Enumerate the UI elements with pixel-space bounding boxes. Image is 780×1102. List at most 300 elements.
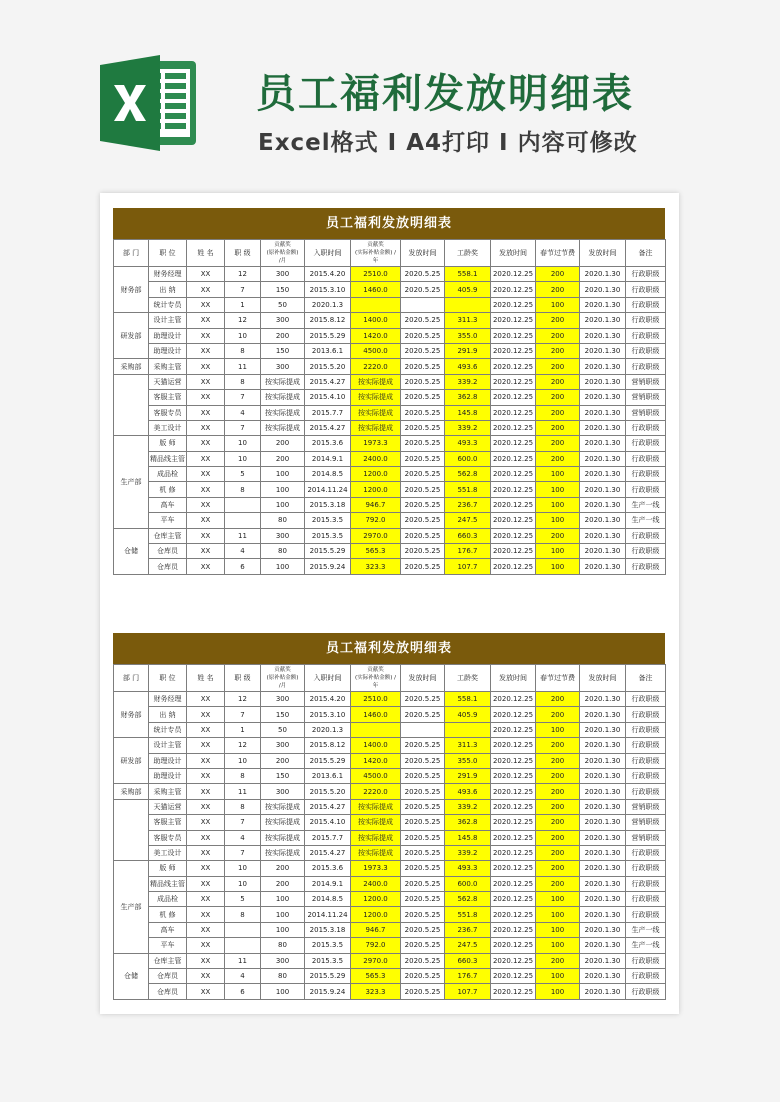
column-header: 发放时间 bbox=[401, 665, 445, 692]
table-row bbox=[114, 359, 666, 374]
table-cell: 2020.12.25 bbox=[491, 544, 536, 559]
table-cell: 11 bbox=[225, 359, 261, 374]
table-cell: 按实际提成 bbox=[261, 799, 305, 814]
table-cell: 100 bbox=[536, 544, 580, 559]
welfare-sheet bbox=[113, 208, 665, 575]
table-cell: 200 bbox=[261, 328, 305, 343]
table-cell: 2020.12.25 bbox=[491, 907, 536, 922]
table-cell: XX bbox=[187, 861, 225, 876]
table-cell: XX bbox=[187, 784, 225, 799]
department-cell bbox=[114, 799, 149, 861]
table-cell: 设计主管 bbox=[149, 738, 187, 753]
table-cell: XX bbox=[187, 451, 225, 466]
table-cell: 4 bbox=[225, 405, 261, 420]
table-cell: 行政职级 bbox=[626, 420, 666, 435]
table-cell: 600.0 bbox=[445, 451, 491, 466]
table-cell: 统计专员 bbox=[149, 722, 187, 737]
table-cell: 行政职级 bbox=[626, 267, 666, 282]
table-cell: 1 bbox=[225, 297, 261, 312]
table-row bbox=[114, 420, 666, 435]
table-cell: 2020.1.30 bbox=[580, 544, 626, 559]
table-cell: 助理设计 bbox=[149, 768, 187, 783]
table-cell: 2020.12.25 bbox=[491, 282, 536, 297]
table-cell: 2020.5.25 bbox=[401, 984, 445, 999]
table-cell: 493.6 bbox=[445, 359, 491, 374]
table-cell: 营销职级 bbox=[626, 374, 666, 389]
table-cell: 291.9 bbox=[445, 768, 491, 783]
table-row bbox=[114, 405, 666, 420]
table-cell: 1420.0 bbox=[351, 753, 401, 768]
table-cell: 200 bbox=[261, 861, 305, 876]
table-row bbox=[114, 544, 666, 559]
table-cell: 2020.1.30 bbox=[580, 722, 626, 737]
table-cell: 客服主管 bbox=[149, 815, 187, 830]
table-cell: 2020.12.25 bbox=[491, 313, 536, 328]
table-cell: 2015.5.29 bbox=[305, 544, 351, 559]
table-cell: 100 bbox=[536, 907, 580, 922]
table-cell: 设计主管 bbox=[149, 313, 187, 328]
table-cell: 营销职级 bbox=[626, 815, 666, 830]
table-cell: 2400.0 bbox=[351, 876, 401, 891]
department-cell: 采购部 bbox=[114, 784, 149, 799]
column-header: 部 门 bbox=[114, 240, 149, 267]
column-header: 备注 bbox=[626, 665, 666, 692]
table-cell: 2020.5.25 bbox=[401, 892, 445, 907]
table-cell: 4 bbox=[225, 544, 261, 559]
table-cell: 2020.1.30 bbox=[580, 374, 626, 389]
table-cell: 2020.1.30 bbox=[580, 497, 626, 512]
table-cell: 2020.12.25 bbox=[491, 297, 536, 312]
table-cell: 405.9 bbox=[445, 282, 491, 297]
table-cell: 2020.5.25 bbox=[401, 436, 445, 451]
table-cell: 339.2 bbox=[445, 799, 491, 814]
table-cell: 2020.12.25 bbox=[491, 692, 536, 707]
table-cell: 按实际提成 bbox=[351, 799, 401, 814]
table-cell: 100 bbox=[536, 482, 580, 497]
table-cell: 2020.1.30 bbox=[580, 343, 626, 358]
table-row bbox=[114, 328, 666, 343]
column-header: 春节过节费 bbox=[536, 240, 580, 267]
table-cell: 2015.3.5 bbox=[305, 513, 351, 528]
table-cell: 2020.5.25 bbox=[401, 845, 445, 860]
table-cell: 2220.0 bbox=[351, 784, 401, 799]
table-row bbox=[114, 753, 666, 768]
table-cell: 5 bbox=[225, 467, 261, 482]
table-cell: 2020.5.25 bbox=[401, 343, 445, 358]
table-cell: 2020.12.25 bbox=[491, 799, 536, 814]
table-cell bbox=[351, 297, 401, 312]
table-cell: 生产一线 bbox=[626, 497, 666, 512]
table-cell: 按实际提成 bbox=[261, 420, 305, 435]
table-cell: 2020.12.25 bbox=[491, 451, 536, 466]
table-cell: 2020.5.25 bbox=[401, 938, 445, 953]
table-cell: 200 bbox=[261, 451, 305, 466]
table-cell: 仓库主管 bbox=[149, 528, 187, 543]
table-cell: 200 bbox=[536, 359, 580, 374]
table-cell: 200 bbox=[536, 876, 580, 891]
department-cell: 采购部 bbox=[114, 359, 149, 374]
table-cell: XX bbox=[187, 753, 225, 768]
table-cell: XX bbox=[187, 467, 225, 482]
table-cell bbox=[225, 938, 261, 953]
table-cell: 成品检 bbox=[149, 467, 187, 482]
table-cell: 按实际提成 bbox=[261, 390, 305, 405]
table-cell: 100 bbox=[261, 482, 305, 497]
table-cell: 2015.3.18 bbox=[305, 922, 351, 937]
table-cell: 150 bbox=[261, 343, 305, 358]
table-cell: 200 bbox=[536, 861, 580, 876]
table-cell: 行政职级 bbox=[626, 451, 666, 466]
table-cell: 2015.3.10 bbox=[305, 282, 351, 297]
table-row bbox=[114, 497, 666, 512]
table-cell: 天猫运营 bbox=[149, 799, 187, 814]
table-cell: 2020.1.30 bbox=[580, 328, 626, 343]
table-cell: 200 bbox=[536, 799, 580, 814]
table-cell: 2020.12.25 bbox=[491, 784, 536, 799]
table-cell: 2970.0 bbox=[351, 528, 401, 543]
table-cell: 2020.12.25 bbox=[491, 922, 536, 937]
table-cell: 2020.12.25 bbox=[491, 707, 536, 722]
table-cell: 2020.1.30 bbox=[580, 282, 626, 297]
table-cell: 7 bbox=[225, 282, 261, 297]
table-cell: 2020.5.25 bbox=[401, 328, 445, 343]
table-header bbox=[114, 240, 666, 267]
table-cell: 行政职级 bbox=[626, 482, 666, 497]
table-cell: XX bbox=[187, 922, 225, 937]
table-cell: 7 bbox=[225, 390, 261, 405]
table-cell: 2020.5.25 bbox=[401, 861, 445, 876]
table-cell: 统计专员 bbox=[149, 297, 187, 312]
table-row bbox=[114, 436, 666, 451]
table-cell: 2014.8.5 bbox=[305, 467, 351, 482]
table-cell: 2020.5.25 bbox=[401, 907, 445, 922]
table-cell: 行政职级 bbox=[626, 722, 666, 737]
column-header: 工龄奖 bbox=[445, 240, 491, 267]
table-cell: 按实际提成 bbox=[351, 420, 401, 435]
table-cell: XX bbox=[187, 892, 225, 907]
table-row bbox=[114, 374, 666, 389]
table-cell: 营销职级 bbox=[626, 405, 666, 420]
table-cell: 2020.12.25 bbox=[491, 374, 536, 389]
table-cell: 2020.12.25 bbox=[491, 722, 536, 737]
table-cell: 300 bbox=[261, 528, 305, 543]
table-cell: 按实际提成 bbox=[351, 390, 401, 405]
table-cell: 2020.5.25 bbox=[401, 497, 445, 512]
table-row bbox=[114, 738, 666, 753]
table-row bbox=[114, 784, 666, 799]
table-cell: 助理设计 bbox=[149, 343, 187, 358]
table-cell: 792.0 bbox=[351, 938, 401, 953]
table-row bbox=[114, 922, 666, 937]
table-cell: 200 bbox=[536, 313, 580, 328]
table-cell: 2020.1.30 bbox=[580, 451, 626, 466]
table-cell: 2020.1.30 bbox=[580, 907, 626, 922]
table-cell: 300 bbox=[261, 313, 305, 328]
table-cell: 200 bbox=[536, 753, 580, 768]
column-header: 发放时间 bbox=[580, 240, 626, 267]
department-cell: 研发部 bbox=[114, 313, 149, 359]
table-cell: 客服专员 bbox=[149, 405, 187, 420]
table-cell: 2020.1.30 bbox=[580, 938, 626, 953]
table-cell: 8 bbox=[225, 768, 261, 783]
table-cell: 2220.0 bbox=[351, 359, 401, 374]
table-cell: 高车 bbox=[149, 922, 187, 937]
table-cell: 行政职级 bbox=[626, 297, 666, 312]
table-cell: 2020.12.25 bbox=[491, 738, 536, 753]
table-cell: 行政职级 bbox=[626, 738, 666, 753]
table-cell: 2020.5.25 bbox=[401, 482, 445, 497]
table-row bbox=[114, 845, 666, 860]
table-cell: 2020.12.25 bbox=[491, 359, 536, 374]
table-cell: 300 bbox=[261, 784, 305, 799]
table-cell: 1973.3 bbox=[351, 861, 401, 876]
table-cell bbox=[225, 497, 261, 512]
table-cell: 生产一线 bbox=[626, 922, 666, 937]
table-cell: 339.2 bbox=[445, 420, 491, 435]
table-cell: 8 bbox=[225, 799, 261, 814]
table-cell: 2020.5.25 bbox=[401, 405, 445, 420]
table-cell: 558.1 bbox=[445, 267, 491, 282]
table-cell: 生产一线 bbox=[626, 513, 666, 528]
table-cell: 100 bbox=[536, 467, 580, 482]
table-cell: 2020.12.25 bbox=[491, 984, 536, 999]
table-header bbox=[114, 665, 666, 692]
table-cell: 200 bbox=[536, 436, 580, 451]
table-cell: 2020.12.25 bbox=[491, 559, 536, 574]
table-cell: 助理设计 bbox=[149, 328, 187, 343]
table-cell: 采购主管 bbox=[149, 359, 187, 374]
table-cell: 2020.1.30 bbox=[580, 738, 626, 753]
table-cell: 8 bbox=[225, 482, 261, 497]
table-cell: 2020.1.30 bbox=[580, 313, 626, 328]
department-cell: 财务部 bbox=[114, 267, 149, 313]
table-cell: 行政职级 bbox=[626, 984, 666, 999]
table-row bbox=[114, 892, 666, 907]
table-cell: 1420.0 bbox=[351, 328, 401, 343]
table-cell: XX bbox=[187, 692, 225, 707]
table-cell: 仓库员 bbox=[149, 544, 187, 559]
table-cell: 493.6 bbox=[445, 784, 491, 799]
table-cell: 12 bbox=[225, 313, 261, 328]
table-cell: 300 bbox=[261, 267, 305, 282]
excel-icon bbox=[100, 55, 200, 151]
table-cell: 2020.5.25 bbox=[401, 313, 445, 328]
column-header: 姓 名 bbox=[187, 240, 225, 267]
column-header: 发放时间 bbox=[580, 665, 626, 692]
table-cell: 2020.12.25 bbox=[491, 938, 536, 953]
table-cell: 2015.8.12 bbox=[305, 738, 351, 753]
table-cell: 美工设计 bbox=[149, 420, 187, 435]
table-cell: 200 bbox=[536, 707, 580, 722]
table-cell: 2020.1.30 bbox=[580, 559, 626, 574]
table-cell: 行政职级 bbox=[626, 953, 666, 968]
table-cell: 2020.5.25 bbox=[401, 390, 445, 405]
page-title: 员工福利发放明细表 bbox=[256, 71, 634, 117]
table-cell: XX bbox=[187, 343, 225, 358]
table-row bbox=[114, 768, 666, 783]
table-row bbox=[114, 390, 666, 405]
table-cell: 生产一线 bbox=[626, 938, 666, 953]
table-cell: 仓库员 bbox=[149, 984, 187, 999]
table-cell: 按实际提成 bbox=[351, 374, 401, 389]
table-cell: 80 bbox=[261, 513, 305, 528]
table-cell: 11 bbox=[225, 784, 261, 799]
table-row bbox=[114, 876, 666, 891]
table-cell: 2020.1.30 bbox=[580, 467, 626, 482]
table-cell: 2020.1.30 bbox=[580, 768, 626, 783]
table-cell: 2020.1.30 bbox=[580, 390, 626, 405]
table-cell: 美工设计 bbox=[149, 845, 187, 860]
table-cell: 行政职级 bbox=[626, 876, 666, 891]
table-cell: 行政职级 bbox=[626, 861, 666, 876]
table-row bbox=[114, 722, 666, 737]
table-cell: 10 bbox=[225, 753, 261, 768]
table-cell: 2015.8.12 bbox=[305, 313, 351, 328]
table-row bbox=[114, 692, 666, 707]
table-row bbox=[114, 984, 666, 999]
table-cell: 11 bbox=[225, 953, 261, 968]
table-cell: 2020.1.30 bbox=[580, 753, 626, 768]
table-cell: 80 bbox=[261, 938, 305, 953]
department-cell: 仓储 bbox=[114, 953, 149, 999]
table-cell: 2020.12.25 bbox=[491, 513, 536, 528]
table-cell: 2015.7.7 bbox=[305, 830, 351, 845]
table-cell: 339.2 bbox=[445, 845, 491, 860]
table-cell: 1 bbox=[225, 722, 261, 737]
table-cell: 145.8 bbox=[445, 830, 491, 845]
table-cell: 100 bbox=[261, 497, 305, 512]
table-cell: 2020.1.30 bbox=[580, 922, 626, 937]
table-cell: 2015.5.29 bbox=[305, 328, 351, 343]
table-cell: 200 bbox=[536, 267, 580, 282]
table-cell: 355.0 bbox=[445, 753, 491, 768]
table-cell: 1200.0 bbox=[351, 482, 401, 497]
column-header: 职 位 bbox=[149, 240, 187, 267]
table-cell: 100 bbox=[261, 922, 305, 937]
table-cell: XX bbox=[187, 876, 225, 891]
table-cell: 2020.5.25 bbox=[401, 282, 445, 297]
table-cell: 行政职级 bbox=[626, 559, 666, 574]
table-cell: XX bbox=[187, 390, 225, 405]
table-row bbox=[114, 969, 666, 984]
column-header: 发放时间 bbox=[491, 240, 536, 267]
table-cell: 600.0 bbox=[445, 876, 491, 891]
table-cell: 300 bbox=[261, 692, 305, 707]
table-cell: 10 bbox=[225, 861, 261, 876]
table-cell: 2020.1.30 bbox=[580, 861, 626, 876]
table-cell: 2020.5.25 bbox=[401, 876, 445, 891]
table-cell: 200 bbox=[536, 830, 580, 845]
column-header: 部 门 bbox=[114, 665, 149, 692]
table-cell: 80 bbox=[261, 969, 305, 984]
welfare-sheet bbox=[113, 633, 665, 1000]
table-cell: XX bbox=[187, 707, 225, 722]
welfare-table bbox=[113, 239, 666, 575]
table-cell: 平车 bbox=[149, 938, 187, 953]
table-cell: XX bbox=[187, 738, 225, 753]
welfare-table bbox=[113, 664, 666, 1000]
table-cell: 2020.1.30 bbox=[580, 528, 626, 543]
table-cell: 2020.12.25 bbox=[491, 405, 536, 420]
table-cell: XX bbox=[187, 907, 225, 922]
table-row bbox=[114, 815, 666, 830]
table-row bbox=[114, 861, 666, 876]
table-cell: 2020.12.25 bbox=[491, 768, 536, 783]
table-cell: 100 bbox=[536, 497, 580, 512]
department-cell: 财务部 bbox=[114, 692, 149, 738]
table-cell: XX bbox=[187, 513, 225, 528]
table-cell: 2015.9.24 bbox=[305, 984, 351, 999]
table-cell: 按实际提成 bbox=[261, 830, 305, 845]
table-cell: 946.7 bbox=[351, 922, 401, 937]
table-cell: 客服主管 bbox=[149, 390, 187, 405]
table-cell: 机 修 bbox=[149, 482, 187, 497]
table-cell: XX bbox=[187, 815, 225, 830]
table-cell: 100 bbox=[536, 297, 580, 312]
table-cell: XX bbox=[187, 328, 225, 343]
table-cell: 1973.3 bbox=[351, 436, 401, 451]
table-cell: 2020.5.25 bbox=[401, 707, 445, 722]
table-cell: 551.8 bbox=[445, 482, 491, 497]
table-cell: 2015.7.7 bbox=[305, 405, 351, 420]
table-cell: 12 bbox=[225, 738, 261, 753]
table-cell: 2020.5.25 bbox=[401, 784, 445, 799]
department-cell: 研发部 bbox=[114, 738, 149, 784]
table-cell: XX bbox=[187, 938, 225, 953]
table-cell: 4 bbox=[225, 830, 261, 845]
table-cell: 946.7 bbox=[351, 497, 401, 512]
table-row bbox=[114, 907, 666, 922]
table-cell: 558.1 bbox=[445, 692, 491, 707]
table-cell: 200 bbox=[536, 328, 580, 343]
table-cell: 300 bbox=[261, 953, 305, 968]
table-cell: 仓库员 bbox=[149, 969, 187, 984]
table-row bbox=[114, 343, 666, 358]
table-cell: 2020.1.30 bbox=[580, 845, 626, 860]
table-cell: 财务经理 bbox=[149, 267, 187, 282]
table-row bbox=[114, 938, 666, 953]
table-cell: 行政职级 bbox=[626, 544, 666, 559]
table-cell: 200 bbox=[261, 876, 305, 891]
table-cell: XX bbox=[187, 374, 225, 389]
column-header: 工龄奖 bbox=[445, 665, 491, 692]
table-cell: 100 bbox=[261, 984, 305, 999]
table-cell: 行政职级 bbox=[626, 753, 666, 768]
table-cell: 100 bbox=[261, 892, 305, 907]
table-cell: 2020.5.25 bbox=[401, 267, 445, 282]
table-cell: 339.2 bbox=[445, 374, 491, 389]
table-cell: 2020.1.30 bbox=[580, 969, 626, 984]
table-cell: 2014.9.1 bbox=[305, 451, 351, 466]
table-cell: 行政职级 bbox=[626, 328, 666, 343]
table-cell: XX bbox=[187, 528, 225, 543]
table-cell: 2020.5.25 bbox=[401, 359, 445, 374]
table-cell: 107.7 bbox=[445, 559, 491, 574]
table-cell: XX bbox=[187, 722, 225, 737]
table-cell: 7 bbox=[225, 815, 261, 830]
table-cell: 200 bbox=[536, 815, 580, 830]
table-cell: 150 bbox=[261, 282, 305, 297]
table-cell: 200 bbox=[536, 738, 580, 753]
table-cell: 200 bbox=[536, 845, 580, 860]
page-subtitle: Excel格式 I A4打印 I 内容可修改 bbox=[258, 130, 638, 156]
table-cell: 2020.12.25 bbox=[491, 467, 536, 482]
table-cell: 2015.4.27 bbox=[305, 799, 351, 814]
table-cell: 107.7 bbox=[445, 984, 491, 999]
table-cell: 2020.5.25 bbox=[401, 969, 445, 984]
table-cell: XX bbox=[187, 297, 225, 312]
table-cell: XX bbox=[187, 436, 225, 451]
